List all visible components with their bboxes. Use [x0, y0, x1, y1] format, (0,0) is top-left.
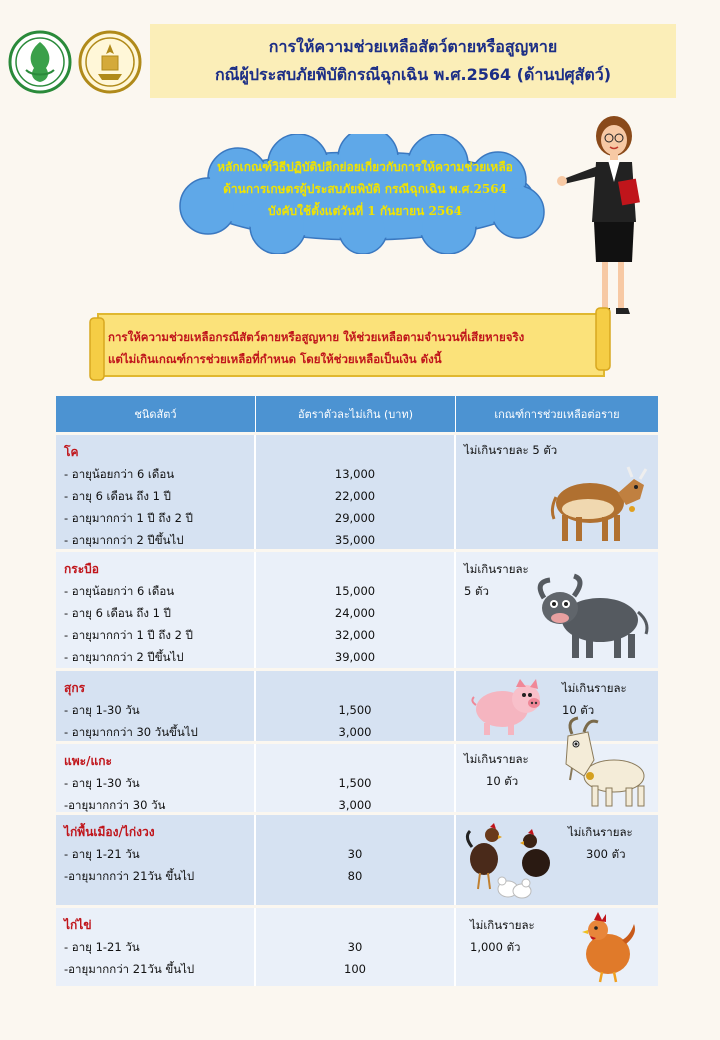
age-item: -อายุมากกว่า 21วัน ขึ้นไป — [64, 962, 195, 976]
age-item: - อายุน้อยกว่า 6 เดือน — [64, 467, 175, 481]
header-limit: เกณฑ์การช่วยเหลือต่อราย — [494, 408, 620, 421]
limit-text: 5 ตัว — [464, 584, 489, 598]
price-value: 22,000 — [334, 489, 376, 503]
header-animal-type: ชนิดสัตว์ — [56, 396, 256, 432]
table-row-buffalo — [56, 552, 658, 668]
price-value: 24,000 — [334, 606, 376, 620]
table-header-row — [56, 396, 658, 432]
limit-text: 1,000 ตัว — [470, 940, 521, 954]
category-label: กระบือ — [64, 562, 99, 576]
limit-text: ไม่เกินรายละ — [464, 752, 529, 766]
price-value: 30 — [347, 847, 363, 861]
age-item: -อายุมากกว่า 21วัน ขึ้นไป — [64, 869, 195, 883]
scroll-line2: แต่ไม่เกินเกณฑ์การช่วยเหลือที่กำหนด โดยให้ช่วยเหลือเป็นเงิน ดังนี้ — [108, 352, 442, 366]
cloud-line1: หลักเกณฑ์วิธีปฏิบัติปลีกย่อยเกี่ยวกับการให้ความช่วยเหลือ — [217, 160, 513, 174]
price-value: 3,000 — [338, 725, 372, 739]
limit-text: ไม่เกินรายละ — [568, 825, 633, 839]
presenter-woman-icon — [552, 112, 662, 322]
category-label: สุกร — [64, 681, 86, 695]
cloud-line3: บังคับใช้ตั้งแต่วันที่ 1 กันยายน 2564 — [268, 204, 462, 218]
limit-text: ไม่เกินรายละ — [470, 918, 535, 932]
limit-text: ไม่เกินรายละ 5 ตัว — [464, 443, 558, 457]
header-rate: อัตราตัวละไม่เกิน (บาท) — [256, 396, 456, 432]
category-label: แพะ/แกะ — [64, 754, 112, 768]
price-value: 32,000 — [334, 628, 376, 642]
limit-text: ไม่เกินรายละ — [464, 562, 529, 576]
price-value: 15,000 — [334, 584, 376, 598]
scroll-text — [108, 326, 604, 370]
age-item: -อายุมากกว่า 30 วัน — [64, 798, 166, 812]
table-row-laying-hen — [56, 908, 658, 986]
age-item: - อายุ 1-21 วัน — [64, 847, 140, 861]
age-item: - อายุมากกว่า 1 ปี ถึง 2 ปี — [64, 511, 193, 525]
price-value: 1,500 — [338, 703, 372, 717]
price-value: 80 — [347, 869, 363, 883]
price-value: 29,000 — [334, 511, 376, 525]
cloud-line2: ด้านการเกษตรผู้ประสบภัยพิบัติ กรณีฉุกเฉิน พ.ศ.2564 — [223, 182, 507, 196]
page-title-line2: กณีผู้ประสบภัยพิบัติกรณีฉุกเฉิน พ.ศ.2564 (ด้านปศุสัตว์) — [214, 65, 612, 84]
limit-text: 10 ตัว — [486, 774, 519, 788]
price-value: 3,000 — [338, 798, 372, 812]
category-label: ไก่พื้นเมือง/ไก่งวง — [64, 825, 155, 839]
table-row-cattle — [56, 435, 658, 549]
price-value: 35,000 — [334, 533, 376, 547]
price-value: 13,000 — [334, 467, 376, 481]
chickens-icon — [462, 817, 560, 903]
age-item: - อายุ 1-30 วัน — [64, 703, 140, 717]
price-value: 39,000 — [334, 650, 376, 664]
buffalo-icon — [530, 572, 654, 664]
age-item: - อายุมากกว่า 2 ปีขึ้นไป — [64, 533, 184, 547]
age-item: - อายุ 6 เดือน ถึง 1 ปี — [64, 489, 171, 503]
goat-icon — [548, 716, 652, 810]
title-banner — [150, 24, 676, 98]
category-label: โค — [64, 445, 79, 459]
age-item: - อายุ 1-30 วัน — [64, 776, 140, 790]
age-item: - อายุน้อยกว่า 6 เดือน — [64, 584, 175, 598]
age-item: - อายุมากกว่า 1 ปี ถึง 2 ปี — [64, 628, 193, 642]
hen-icon — [576, 910, 640, 984]
cloud-text — [200, 156, 530, 222]
ministry-seal-gold-icon — [78, 30, 142, 94]
cow-icon — [548, 453, 648, 545]
price-value: 100 — [344, 962, 366, 976]
pig-icon — [468, 673, 548, 739]
category-label: ไก่ไข่ — [64, 918, 92, 932]
limit-text: ไม่เกินรายละ — [562, 681, 627, 695]
compensation-table — [56, 396, 658, 986]
price-value: 1,500 — [338, 776, 372, 790]
age-item: - อายุ 1-21 วัน — [64, 940, 140, 954]
age-item: - อายุมากกว่า 30 วันขึ้นไป — [64, 725, 198, 739]
page-title-line1: การให้ความช่วยเหลือสัตว์ตายหรือสูญหาย — [268, 37, 558, 56]
age-item: - อายุมากกว่า 2 ปีขึ้นไป — [64, 650, 184, 664]
table-row-native-chicken — [56, 815, 658, 905]
scroll-line1: การให้ความช่วยเหลือกรณีสัตว์ตายหรือสูญหาย ให้ช่วยเหลือตามจำนวนที่เสียหายจริง — [108, 330, 525, 344]
department-seal-green-icon — [8, 30, 72, 94]
table-row-goat — [56, 744, 658, 812]
age-item: - อายุ 6 เดือน ถึง 1 ปี — [64, 606, 171, 620]
limit-text: 10 ตัว — [562, 703, 595, 717]
limit-text: 300 ตัว — [586, 847, 626, 861]
price-value: 30 — [347, 940, 363, 954]
